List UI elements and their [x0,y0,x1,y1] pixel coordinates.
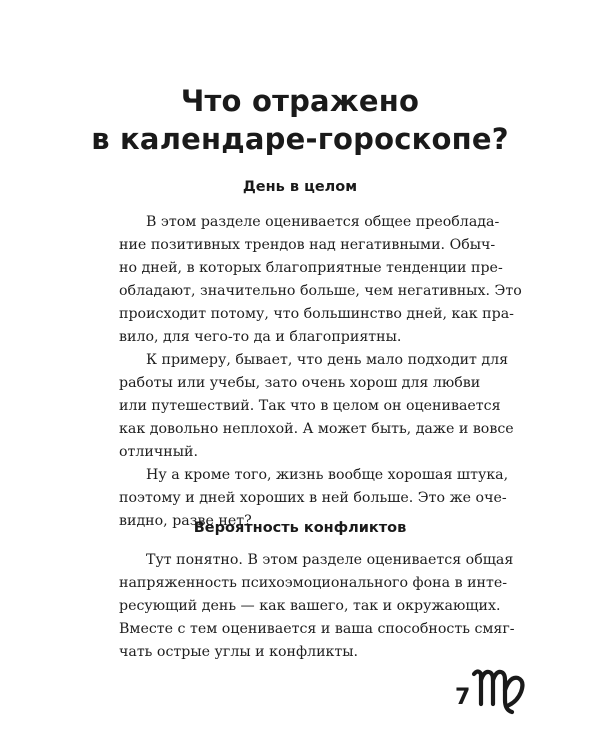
text-line: как довольно неплохой. А может быть, даже и вовсе [119,421,514,437]
text-line: В этом разделе оценивается общее преоблада- [146,214,500,230]
section-heading-conflict-probability: Вероятность конфликтов [193,520,407,536]
page-title-line-2: в календаре-гороскопе? [91,122,509,156]
text-line: вило, для чего-то да и благоприятны. [119,329,402,345]
text-line: но дней, в которых благоприятные тенденции пре- [119,260,503,276]
text-line: чать острые углы и конфликты. [119,644,359,660]
text-line: обладают, значительно больше, чем негативных. Это [119,283,522,299]
text-line: напряженность психоэмоционального фона в инте- [119,575,508,591]
text-line: происходит потому, что большинство дней, как пра- [119,306,514,322]
text-line: видно, разве нет? [119,513,252,529]
text-line: ресующий день — как вашего, так и окружающих. [119,598,501,614]
text-line: ние позитивных трендов над негативными. Обыч- [119,237,496,253]
text-line: Ну а кроме того, жизнь вообще хорошая штука, [146,467,509,483]
virgo-sign-icon [470,660,532,720]
text-line: К примеру, бывает, что день мало подходит для [146,352,509,368]
page-title-line-1: Что отражено [180,84,420,118]
page-number: 7 [455,685,471,710]
text-line: Вместе с тем оценивается и ваша способность смяг- [119,621,515,637]
text-line: работы или учебы, зато очень хорош для любви [119,375,481,391]
text-line: отличный. [119,444,198,460]
text-line: или путешествий. Так что в целом он оценивается [119,398,501,414]
section-heading-day-overall: День в целом [242,179,358,195]
text-line: поэтому и дней хороших в ней больше. Это же оче- [119,490,507,506]
text-line: Тут понятно. В этом разделе оценивается общая [146,552,514,568]
